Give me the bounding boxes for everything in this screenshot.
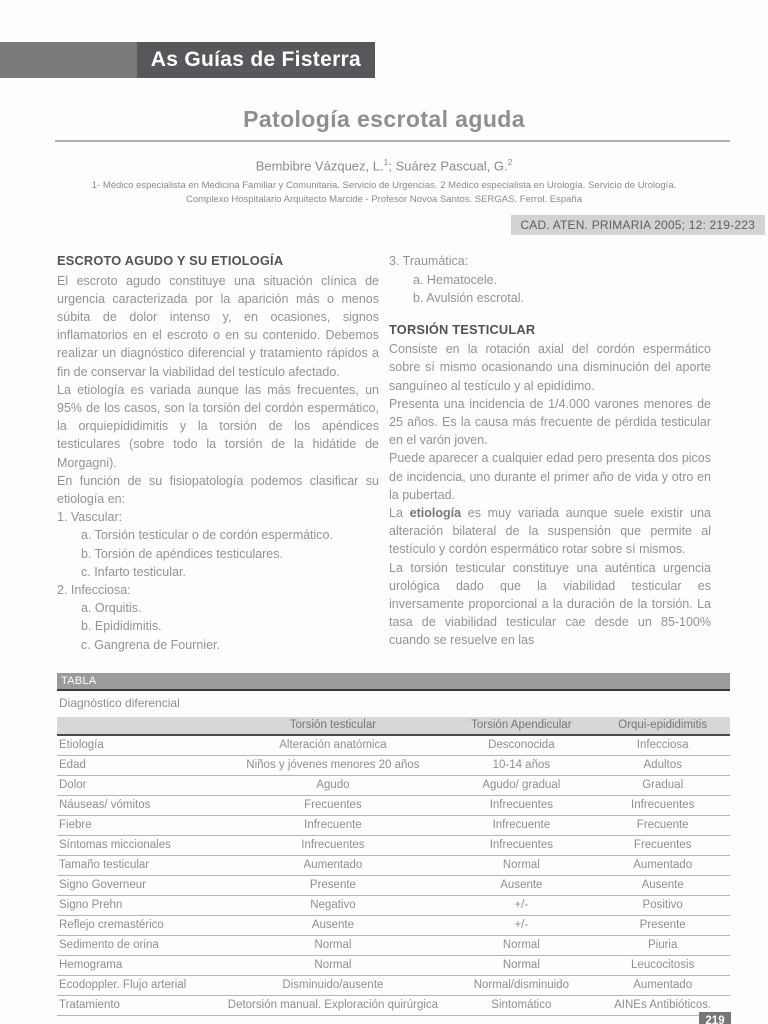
section-heading-torsion: TORSIÓN TESTICULAR: [389, 321, 536, 337]
value-cell: Gradual: [595, 775, 730, 795]
value-cell: Aumentado: [595, 975, 730, 995]
table-row: [57, 915, 730, 935]
column-header: Torsión testicular: [219, 717, 448, 735]
table-row: [57, 995, 730, 1015]
value-cell: AINEs Antibióticos.: [595, 995, 730, 1015]
table-row: [57, 855, 730, 875]
value-cell: Frecuentes: [219, 795, 448, 815]
column-header: [57, 717, 219, 735]
etiologia-list-subitem: a. Orquitis.: [81, 601, 142, 616]
value-cell: Negativo: [219, 895, 448, 915]
diff-table: [57, 717, 730, 1016]
value-cell: Ausente: [447, 875, 595, 895]
paragraph: Puede aparecer a cualquier edad pero presenta dos picos de incidencia, uno durante el primer año de vida y otro en la pubertad.: [389, 451, 711, 502]
etiologia-list-subitem: b. Torsión de apéndices testiculares.: [81, 546, 283, 561]
table-row: [57, 775, 730, 795]
differential-table-section: [57, 673, 730, 1016]
article-title: Patología escrotal aguda: [243, 106, 525, 132]
paragraph: La torsión testicular constituye una auténtica urgencia urológica dado que la viabilidad testicular es inversamente proporcional a la duración de la torsión. La tasa de viabilidad testicular cae desde un 85-100% cuando se resuelve en las: [389, 560, 711, 648]
row-label-cell: Tratamiento: [57, 995, 219, 1015]
row-label-cell: Dolor: [57, 775, 219, 795]
value-cell: Infrecuentes: [219, 835, 448, 855]
right-column: [389, 252, 711, 653]
row-label-cell: Fiebre: [57, 815, 219, 835]
value-cell: 10-14 años: [447, 755, 595, 775]
author-name: Bembibre Vázquez, L.: [255, 158, 384, 174]
row-label-cell: Reflejo cremastérico: [57, 915, 219, 935]
value-cell: Aumentado: [595, 855, 730, 875]
paragraph: En función de su fisiopatología podemos clasificar su etiología en:: [57, 473, 379, 506]
row-label-cell: Náuseas/ vómitos: [57, 795, 219, 815]
paragraph: El escroto agudo constituye una situación clínica de urgencia caracterizada por la aparición más o menos súbita de dolor intenso y, en ocasiones, signos inflamatorios en el escroto o en su contenido. Debemos realizar un diagnóstico diferencial y tratamiento rápidos a fin de conservar la viabilidad del testículo afectado.: [57, 273, 379, 379]
value-cell: Detorsión manual. Exploración quirúrgica: [219, 995, 448, 1015]
value-cell: Ausente: [219, 915, 448, 935]
value-cell: Infrecuente: [447, 815, 595, 835]
paragraph: Presenta una incidencia de 1/4.000 varones menores de 25 años. Es la causa más frecuente de pérdida testicular en el varón joven.: [389, 396, 711, 448]
authors-line: [57, 157, 711, 173]
row-label-cell: Sedimento de orina: [57, 935, 219, 955]
table-row: [57, 835, 730, 855]
row-label-cell: Síntomas miccionales: [57, 835, 219, 855]
value-cell: Frecuentes: [595, 835, 730, 855]
row-label-cell: Etiología: [57, 735, 219, 756]
paragraph-text: La: [389, 505, 410, 520]
citation-badge: CAD. ATEN. PRIMARIA 2005; 12: 219-223: [511, 215, 765, 235]
author-name: Suárez Pascual, G.: [395, 158, 508, 174]
value-cell: Normal: [447, 955, 595, 975]
etiologia-list-subitem: c. Infarto testicular.: [81, 564, 186, 579]
author-superscript: 2: [507, 157, 513, 167]
value-cell: Infrecuentes: [447, 795, 595, 815]
value-cell: Positivo: [595, 895, 730, 915]
value-cell: Infrecuentes: [447, 835, 595, 855]
etiologia-list-item: 2. Infecciosa:: [57, 582, 131, 597]
table-header-row: [57, 717, 730, 735]
table-row: [57, 975, 730, 995]
left-column: [57, 252, 379, 653]
table-row: [57, 815, 730, 835]
row-label-cell: Ecodoppler. Flujo arterial: [57, 975, 219, 995]
value-cell: Normal: [219, 955, 448, 975]
value-cell: Desconocida: [447, 735, 595, 756]
row-label-cell: Hemograma: [57, 955, 219, 975]
table-row: [57, 755, 730, 775]
series-banner-label: As Guías de Fisterra: [137, 42, 375, 78]
table-row: [57, 795, 730, 815]
series-banner: [0, 42, 375, 78]
author-separator: ;: [388, 158, 396, 174]
paragraph: Consiste en la rotación axial del cordón espermático sobre sí mismo ocasionando una disminución del aporte sanguíneo al testículo y al epidídimo.: [389, 342, 711, 393]
etiologia-list-subitem: b. Epididimitis.: [81, 619, 162, 634]
etiologia-list-subitem: c. Gangrena de Fournier.: [81, 637, 220, 652]
etiologia-list-subitem: b. Avulsión escrotal.: [413, 290, 524, 305]
value-cell: Niños y jóvenes menores 20 años: [219, 755, 448, 775]
affiliation-line-2: Complexo Hospitalario Arquitecto Marcide - Profesor Novoa Santos. SERGAS. Ferrol. España: [185, 193, 582, 205]
table-row: [57, 935, 730, 955]
value-cell: Normal: [447, 855, 595, 875]
paragraph: [389, 504, 711, 559]
value-cell: Leucocitosis: [595, 955, 730, 975]
value-cell: Adultos: [595, 755, 730, 775]
table-tag-bar: TABLA: [57, 673, 730, 691]
value-cell: Infrecuentes: [595, 795, 730, 815]
value-cell: Infrecuente: [219, 815, 448, 835]
table-row: [57, 895, 730, 915]
citation-row: [57, 215, 765, 235]
etiologia-list-item: 1. Vascular:: [57, 510, 123, 525]
etiologia-list-subitem: a. Torsión testicular o de cordón espermático.: [81, 528, 333, 543]
table-caption: Diagnóstico diferencial: [59, 695, 180, 710]
emphasized-term: etiología: [409, 505, 462, 520]
value-cell: Presente: [219, 875, 448, 895]
value-cell: Normal: [447, 935, 595, 955]
column-header: Torsión Apendicular: [447, 717, 595, 735]
value-cell: Sintomático: [447, 995, 595, 1015]
value-cell: Agudo/ gradual: [447, 775, 595, 795]
value-cell: +/-: [447, 915, 595, 935]
table-row: [57, 875, 730, 895]
affiliations: [57, 179, 711, 206]
table-row: [57, 955, 730, 975]
table-row: [57, 735, 730, 756]
affiliation-line-1: 1- Médico especialista en Medicina Familiar y Comunitaria. Servicio de Urgencias. 2 Médico especialista en Urología. Servicio de Urología.: [91, 180, 677, 192]
value-cell: +/-: [447, 895, 595, 915]
etiologia-list-subitem: a. Hematocele.: [413, 272, 498, 287]
value-cell: Presente: [595, 915, 730, 935]
paragraph-text: es muy variada aunque suele existir una alteración bilateral de la suspensión que permite al testículo y cordón espermático rotar sobre sí mismos.: [389, 505, 711, 557]
page-number-badge: 219: [699, 1012, 731, 1024]
value-cell: Aumentado: [219, 855, 448, 875]
value-cell: Piuria: [595, 935, 730, 955]
value-cell: Normal/disminuido: [447, 975, 595, 995]
row-label-cell: Signo Prehn: [57, 895, 219, 915]
value-cell: Disminuido/ausente: [219, 975, 448, 995]
paragraph: La etiología es variada aunque las más frecuentes, un 95% de los casos, son la torsión del cordón espermático, la orquiepididimitis y la torsión de los apéndices testiculares (sobre todo la torsión de la hidátide de Morgagni).: [57, 382, 379, 470]
column-header: Orqui-epididimitis: [595, 717, 730, 735]
author-superscript: 1: [383, 157, 389, 167]
row-label-cell: Tamaño testicular: [57, 855, 219, 875]
value-cell: Agudo: [219, 775, 448, 795]
body-columns: [57, 252, 711, 653]
article-content: [57, 106, 755, 1016]
title-divider: [55, 140, 730, 142]
value-cell: Ausente: [595, 875, 730, 895]
value-cell: Infecciosa: [595, 735, 730, 756]
value-cell: Normal: [219, 935, 448, 955]
value-cell: Frecuente: [595, 815, 730, 835]
row-label-cell: Edad: [57, 755, 219, 775]
value-cell: Alteración anatómica: [219, 735, 448, 756]
row-label-cell: Signo Governeur: [57, 875, 219, 895]
etiologia-list-item: 3. Traumática:: [389, 254, 469, 269]
section-heading-escroto: ESCROTO AGUDO Y SU ETIOLOGÍA: [57, 253, 284, 269]
